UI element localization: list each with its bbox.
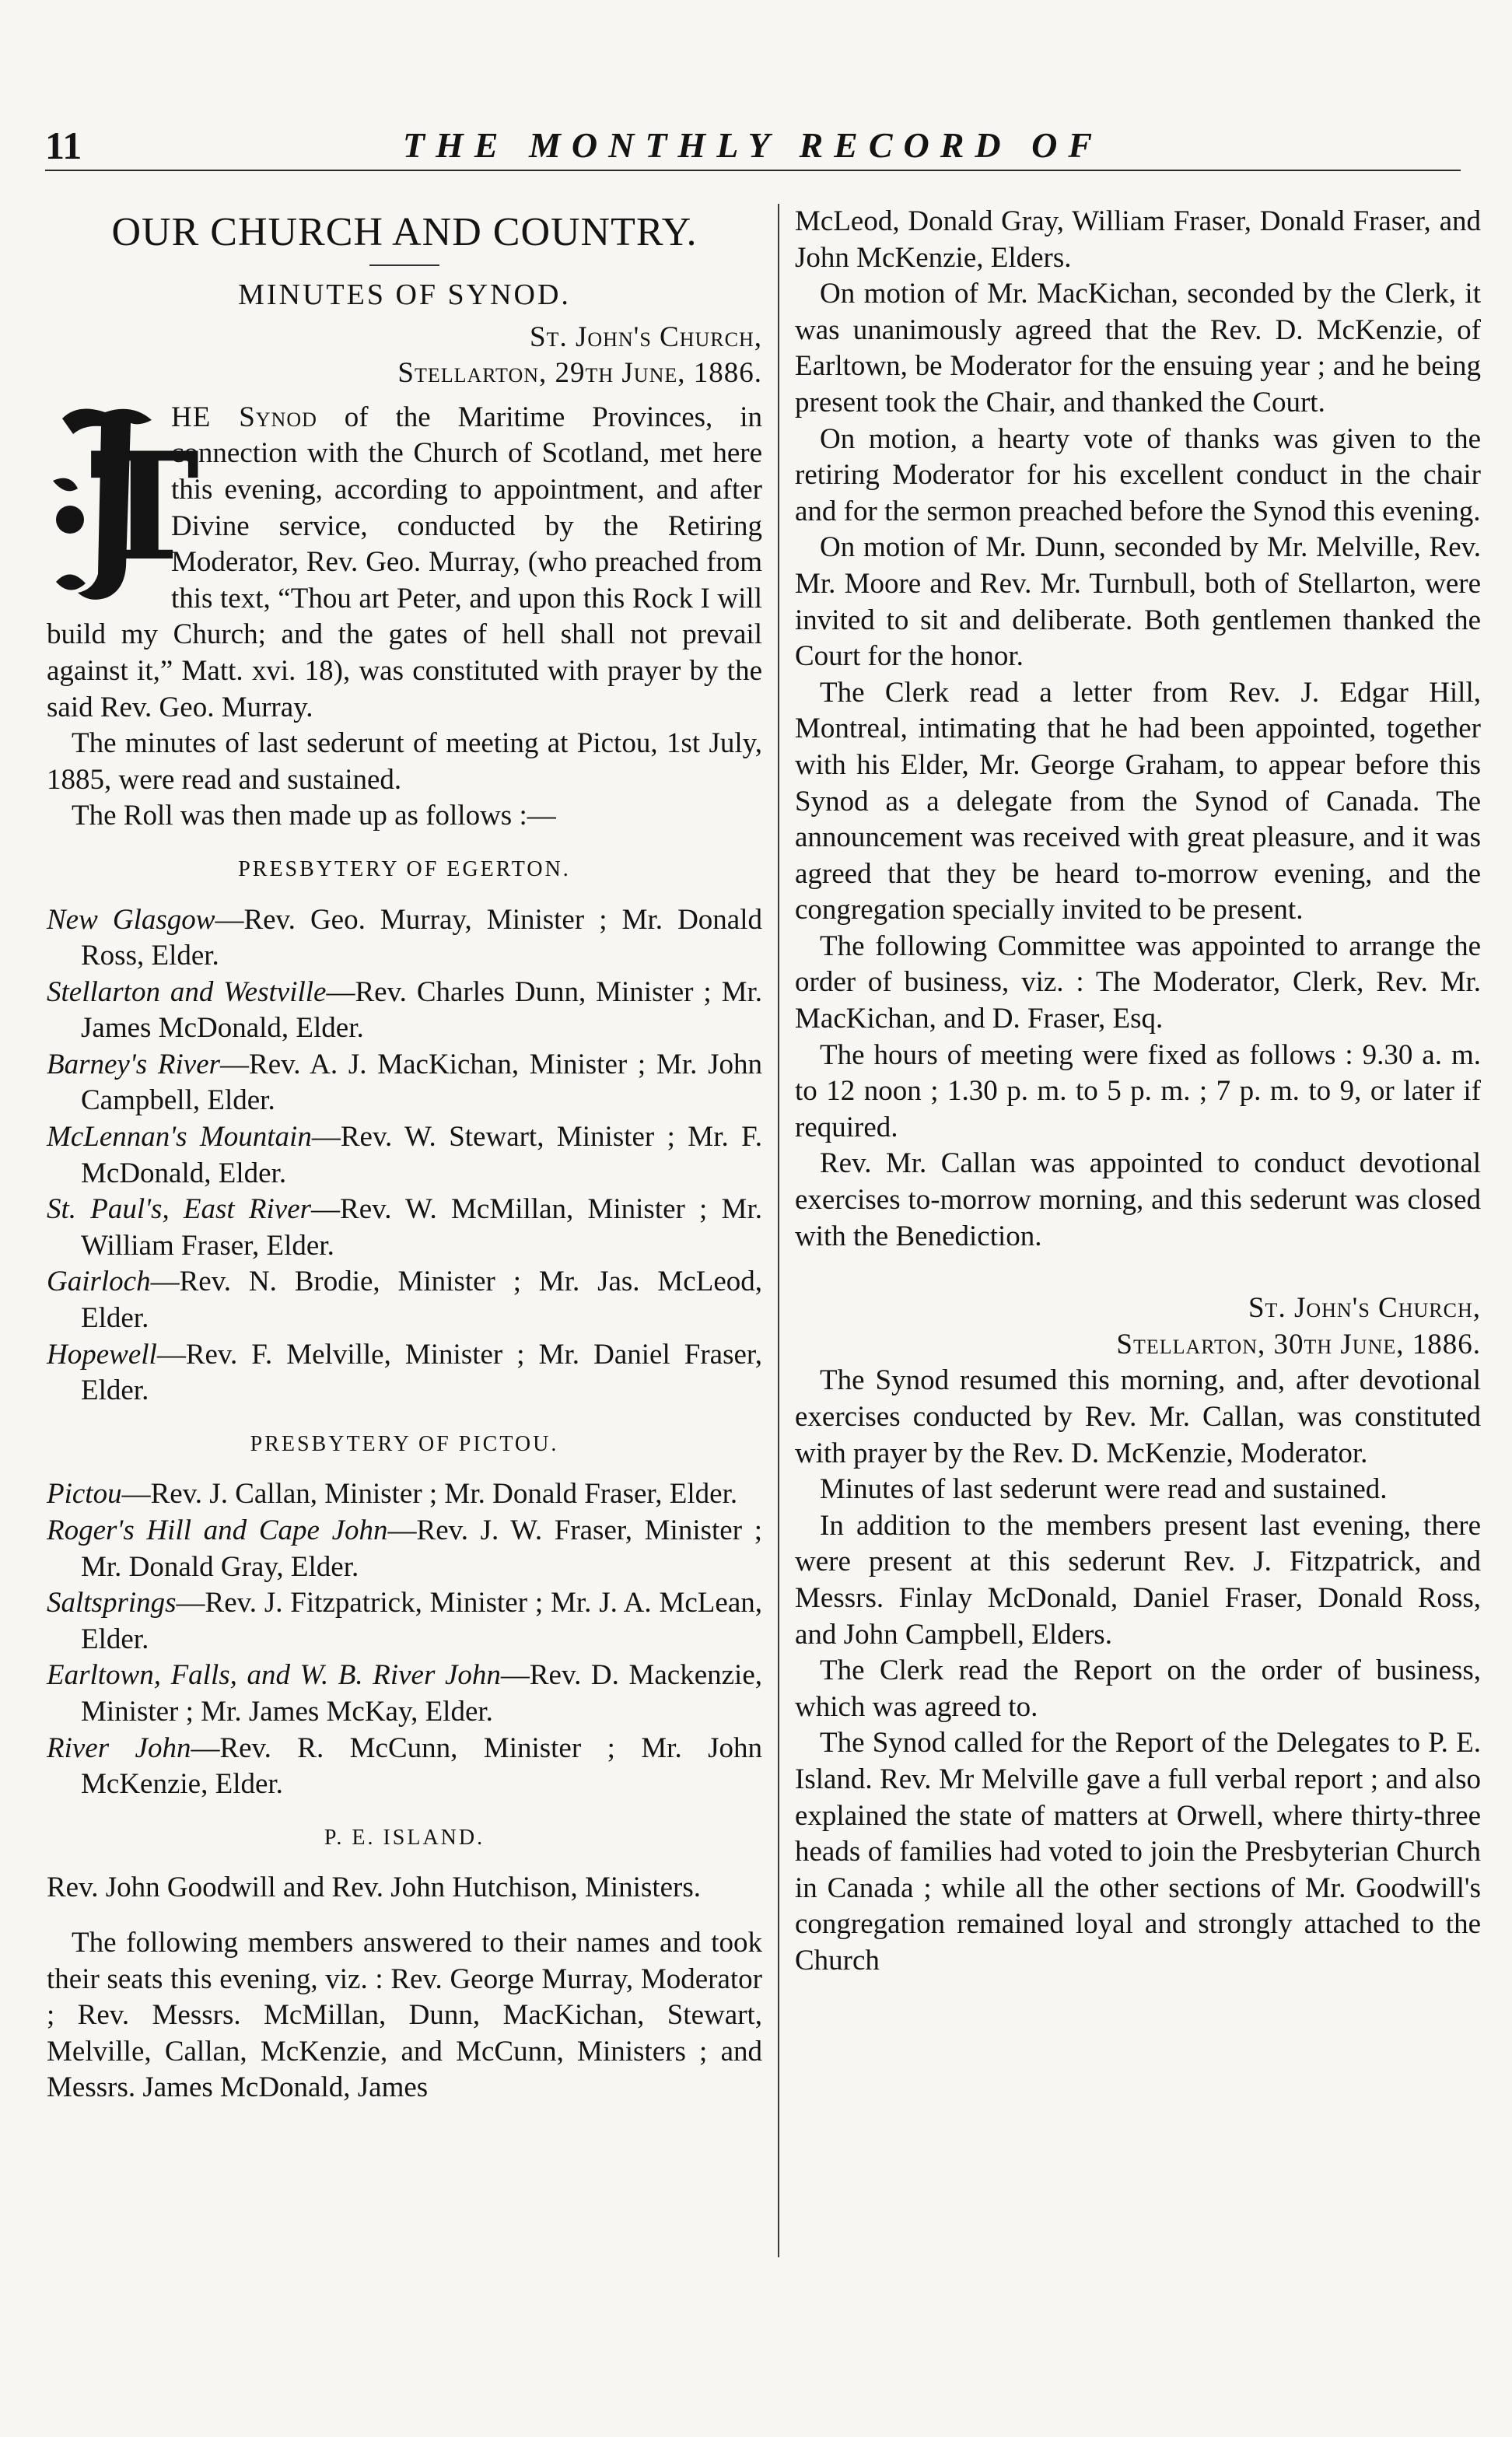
dateline-church: St. John's Church, <box>529 320 762 353</box>
roll-entry: St. Paul's, East River—Rev. W. McMillan, Minister ; Mr. William Fraser, Elder. <box>47 1193 762 1262</box>
title-rule <box>369 264 439 266</box>
second-dateline-place-date: Stellarton, 30th June, 1886. <box>1116 1328 1481 1360</box>
roll-entry: Hopewell—Rev. F. Melville, Minister ; Mr. Daniel Fraser, Elder. <box>47 1338 762 1407</box>
moderator-election: On motion of Mr. MacKichan, seconded by the Clerk, it was unanimously agreed that the Rev. D. McKenzie, of Earltown, be Moderator for the ensuing year ; and he being present took the Chair, and thanked the Court. <box>795 278 1481 418</box>
presbytery-pictou-heading: PRESBYTERY OF PICTOU. <box>250 1431 559 1456</box>
additional-members: In addition to the members present last evening, there were present at this sederunt Rev. J. Fitzpatrick, and Messrs. Finlay McDonald, Daniel Fraser, Donald Ross, and John Campbell, Elders. <box>795 1509 1481 1651</box>
roll-entry: Stellarton and Westville—Rev. Charles Dunn, Minister ; Mr. James McDonald, Elder. <box>47 975 763 1045</box>
invitation-to-sit: On motion of Mr. Dunn, seconded by Mr. Melville, Rev. Mr. Moore and Rev. Mr. Turnbull, both of Stellarton, were invited to sit and deliberate. Both gentlemen thanked the Court for the honor. <box>795 531 1481 673</box>
right-column <box>795 204 1481 1980</box>
roll-entry: McLennan's Mountain—Rev. W. Stewart, Minister ; Mr. F. McDonald, Elder. <box>47 1121 762 1189</box>
meeting-hours: The hours of meeting were fixed as follows : 9.30 a. m. to 12 noon ; 1.30 p. m. to 5 p. m. ; 7 p. m. to 9, or later if required. <box>795 1038 1481 1143</box>
roll-entry: Roger's Hill and Cape John—Rev. J. W. Fraser, Minister ; Mr. Donald Gray, Elder. <box>47 1514 762 1583</box>
pei-heading: P. E. ISLAND. <box>324 1825 485 1850</box>
roll-entry: Saltsprings—Rev. J. Fitzpatrick, Minister ; Mr. J. A. McLean, Elder. <box>47 1587 762 1655</box>
ornamental-drop-cap <box>47 403 200 609</box>
drop-cap-letter: T <box>89 419 200 593</box>
pei-delegates-report: The Synod called for the Report of the Delegates to P. E. Island. Rev. Mr Melville gave a full verbal report ; and also explained the state of matters at Orwell, where thirty-three heads of families had voted to join the Presbyterian Church in Canada ; while all the other sections of Mr. Goodwill's congregation remained loyal and strongly attached to the Church <box>795 1727 1481 1977</box>
page-number: 11 <box>45 124 82 167</box>
pei-entry: Rev. John Goodwill and Rev. John Hutchison, Ministers. <box>47 1872 702 1904</box>
elders-continued: McLeod, Donald Gray, William Fraser, Donald Fraser, and John McKenzie, Elders. <box>795 205 1481 274</box>
opening-lead: HE Synod <box>171 401 317 433</box>
pictou-roll <box>47 1476 762 1802</box>
members-present: The following members answered to their names and took their seats this evening, viz. : Rev. George Murray, Moderator ; Rev. Messrs. McMillan, Dunn, MacKichan, Stewart, Melville, Callan, McKenzie, and McCunn, Ministers ; and Messrs. James McDonald, James <box>47 1926 762 2104</box>
synod-resumed: The Synod resumed this morning, and, after devotional exercises conducted by Rev. Mr. Callan, was constituted with prayer by the Rev. D. McKenzie, Moderator. <box>795 1364 1481 1469</box>
opening-paragraph <box>47 400 762 726</box>
dateline-place-date: Stellarton, 29th June, 1886. <box>397 357 762 390</box>
order-of-business-report: The Clerk read the Report on the order of business, which was agreed to. <box>795 1654 1481 1723</box>
egerton-roll <box>47 902 762 1409</box>
roll-entry: New Glasgow—Rev. Geo. Murray, Minister ; Mr. Donald Ross, Elder. <box>47 903 763 972</box>
vote-of-thanks: On motion, a hearty vote of thanks was given to the retiring Moderator for his excellent conduct in the chair and for the sermon preached before the Synod this evening. <box>795 422 1481 527</box>
opening-body: of the Maritime Provinces, in connection with the Church of Scotland, met here this evening, according to appointment, and after Divine service, conducted by the Retiring Moderator, Rev. Geo. Murray, (who preached from this text, “Thou art Peter, and upon this Rock I will build my Church; and the gates of hell shall not prevail against it,” Matt. xvi. 18), was constituted with prayer by the said Rev. Geo. Murray. <box>47 401 762 723</box>
letter-from-hill: The Clerk read a letter from Rev. J. Edgar Hill, Montreal, intimating that he had been appointed, together with his Elder, Mr. George Graham, to appear before this Synod as a delegate from the Synod of Canada. The announcement was received with great pleasure, and it was agreed that they be heard to-morrow evening, and the congregation specially invited to be present. <box>795 676 1481 926</box>
minutes-read: Minutes of last sederunt were read and sustained. <box>820 1473 1388 1506</box>
section-title: OUR CHURCH AND COUNTRY. <box>111 210 698 254</box>
roll-entry: Barney's River—Rev. A. J. MacKichan, Minister ; Mr. John Campbell, Elder. <box>47 1048 762 1117</box>
devotional-appointment: Rev. Mr. Callan was appointed to conduct devotional exercises to-morrow morning, and this sederunt was closed with the Benediction. <box>795 1147 1481 1252</box>
roll-entry: River John—Rev. R. McCunn, Minister ; Mr. John McKenzie, Elder. <box>47 1731 762 1801</box>
presbytery-egerton-heading: PRESBYTERY OF EGERTON. <box>238 856 571 881</box>
roll-entry: Earltown, Falls, and W. B. River John—Rev. D. Mackenzie, Minister ; Mr. James McKay, Elder. <box>47 1659 762 1728</box>
roll-entry: Pictou—Rev. J. Callan, Minister ; Mr. Donald Fraser, Elder. <box>47 1478 738 1511</box>
minutes-sustained: The minutes of last sederunt of meeting at Pictou, 1st July, 1885, were read and sustained. <box>47 727 762 796</box>
drop-cap-ornament-icon <box>47 403 200 609</box>
dateline <box>47 320 762 392</box>
column-divider <box>778 204 779 2257</box>
running-head <box>45 123 1461 171</box>
left-column <box>47 204 762 2106</box>
journal-title: THE MONTHLY RECORD OF <box>402 125 1104 165</box>
article-title: MINUTES OF SYNOD. <box>238 278 571 311</box>
roll-entry: Gairloch—Rev. N. Brodie, Minister ; Mr. Jas. McLeod, Elder. <box>47 1266 762 1335</box>
second-dateline-church: St. John's Church, <box>1248 1292 1481 1325</box>
second-dateline <box>795 1290 1481 1363</box>
roll-intro: The Roll was then made up as follows :— <box>72 800 556 832</box>
business-committee: The following Committee was appointed to arrange the order of business, viz. : The Moderator, Clerk, Rev. Mr. MacKichan, and D. Fraser, Esq. <box>795 930 1481 1035</box>
